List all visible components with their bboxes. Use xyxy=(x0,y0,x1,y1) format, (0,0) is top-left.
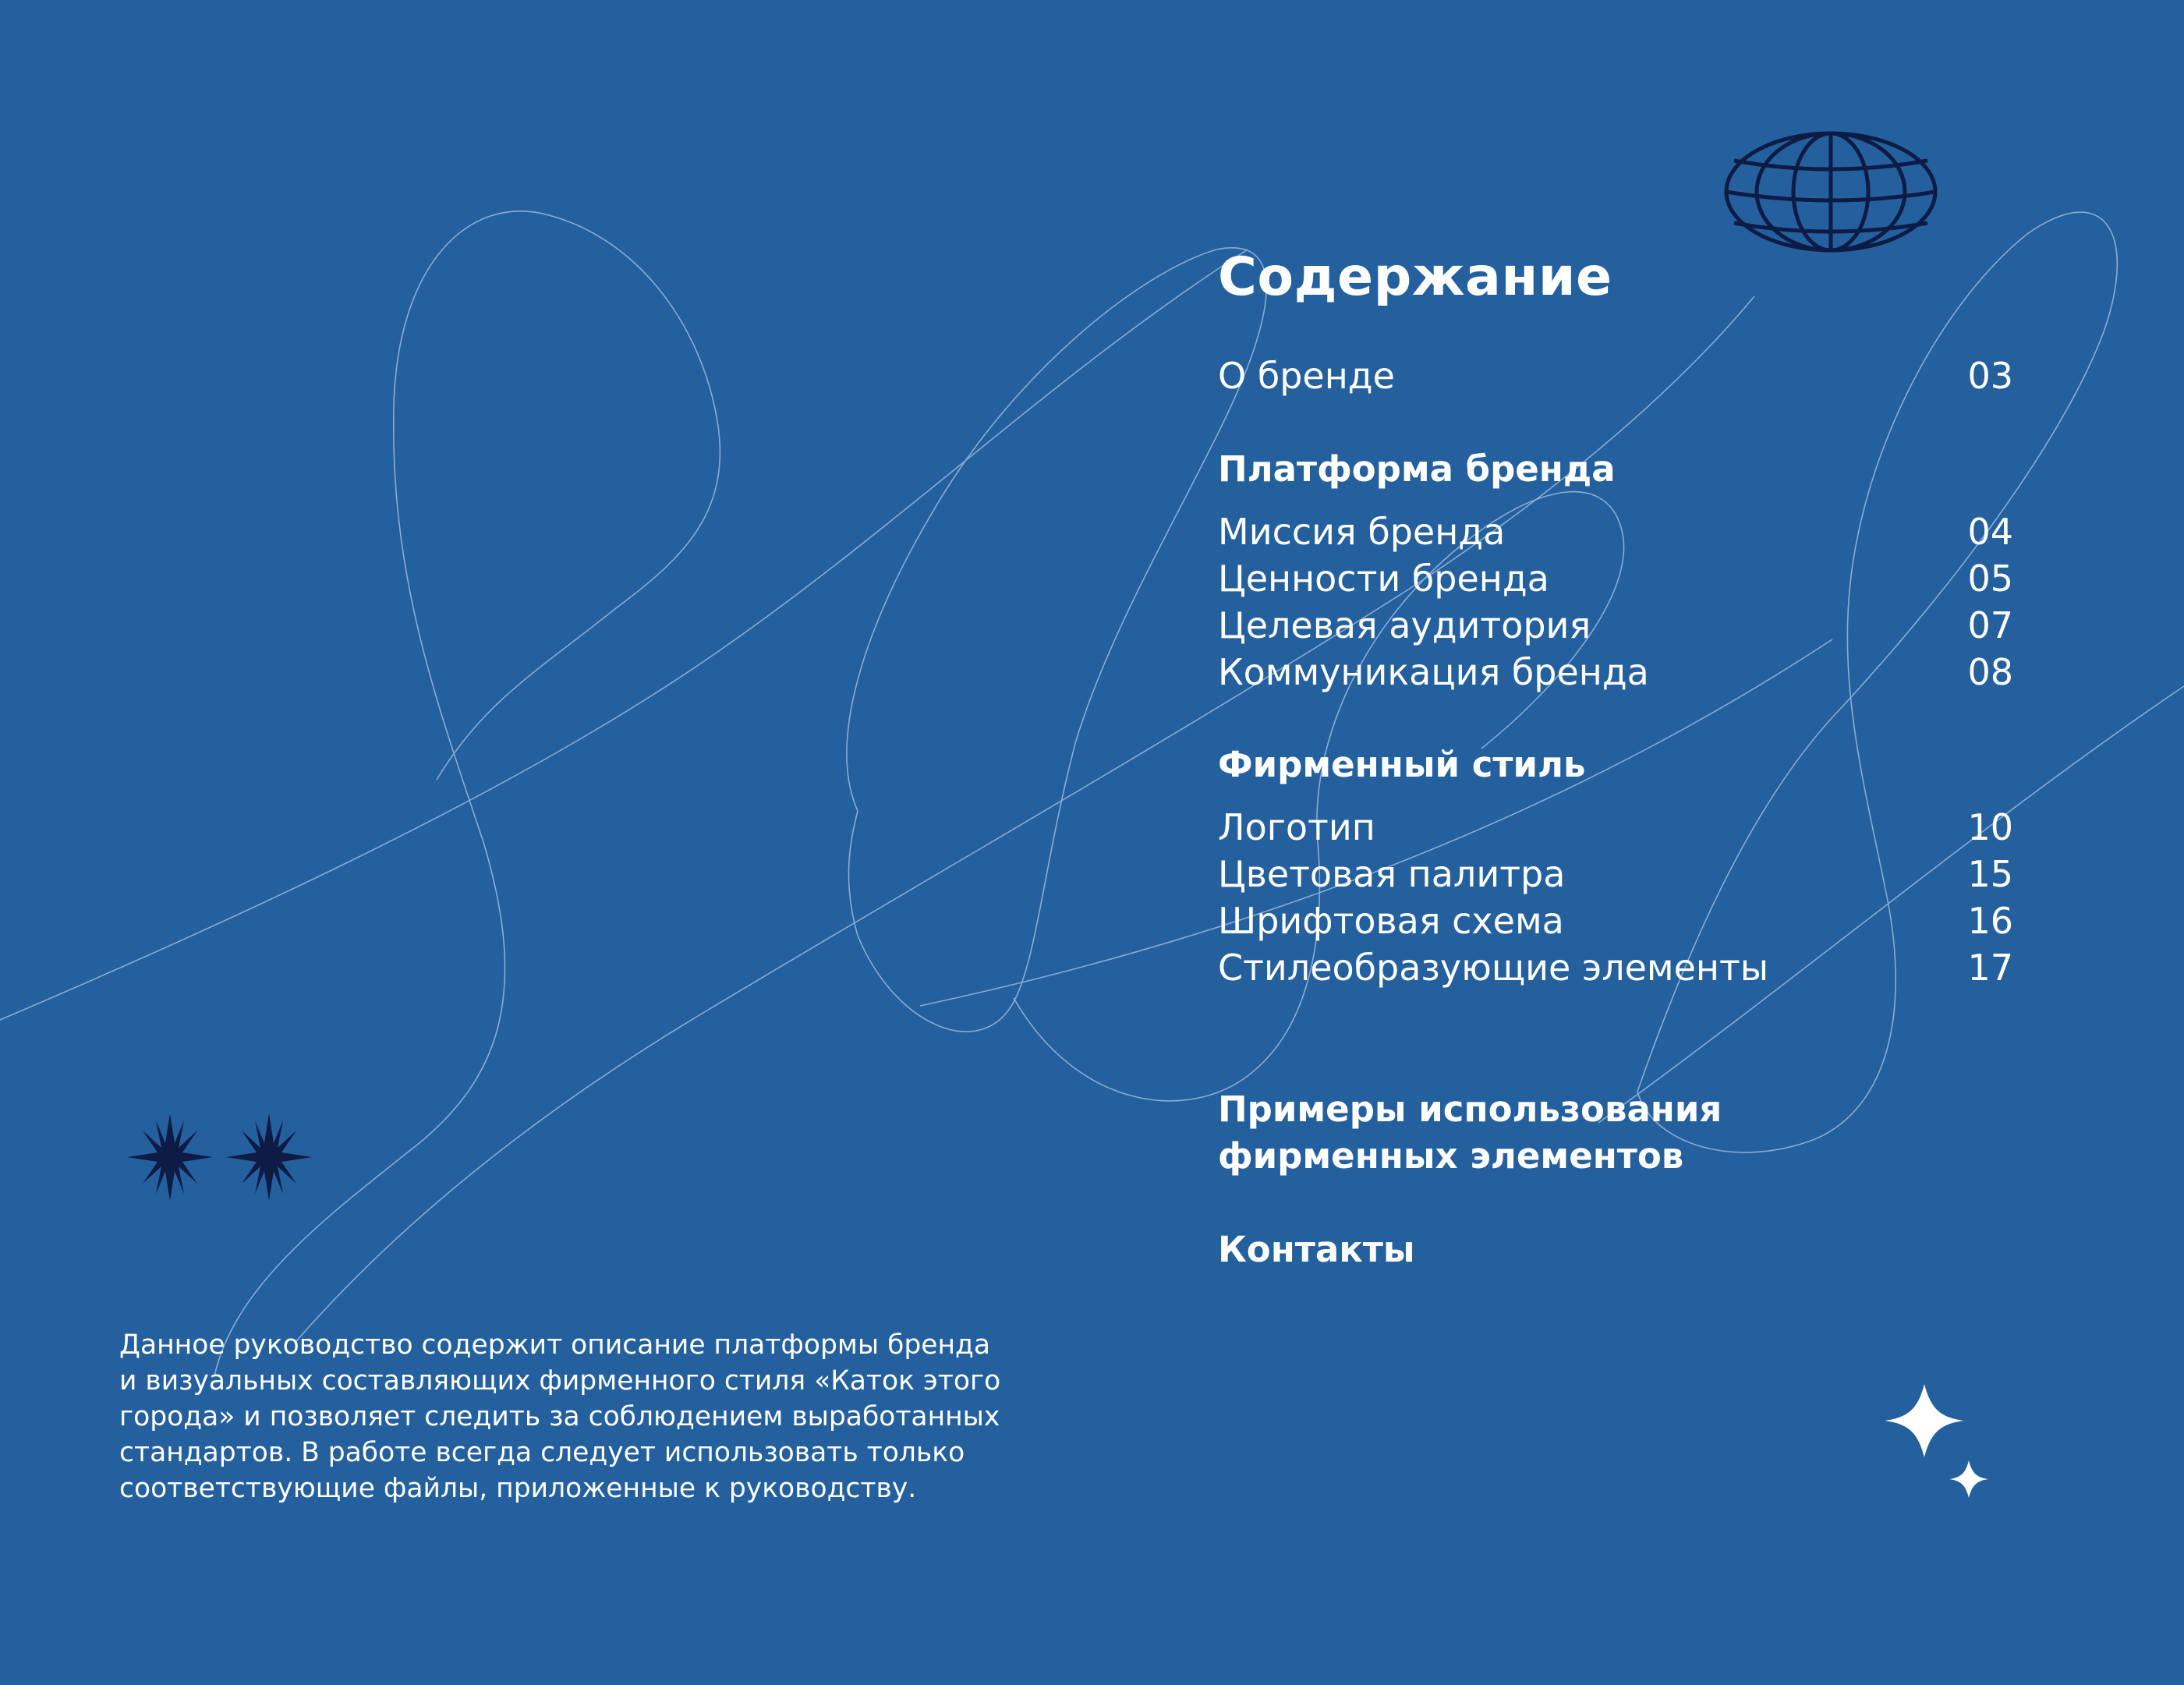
sparkle-icon xyxy=(1949,1460,1988,1498)
page-title: Содержание xyxy=(1218,246,1612,308)
toc-section-contacts[interactable]: Контакты xyxy=(1218,1229,1415,1270)
toc-item-page: 07 xyxy=(1967,604,2013,646)
toc-item-label: Цветовая палитра xyxy=(1218,853,1566,895)
toc-section-platform[interactable]: Платформа бренда xyxy=(1218,448,1616,490)
toc-item-style-elements[interactable] xyxy=(1218,944,2013,991)
intro-line: Данное руководство содержит описание платформы бренда xyxy=(119,1329,991,1361)
toc-item-logo[interactable] xyxy=(1218,804,2013,851)
toc-item-label: Стилеобразующие элементы xyxy=(1218,947,1769,989)
toc-item-palette[interactable] xyxy=(1218,851,2013,897)
decorative-loop-left xyxy=(214,211,720,1376)
toc-item-page: 15 xyxy=(1967,853,2013,895)
decorative-line xyxy=(0,250,1248,1020)
toc-item-page: 08 xyxy=(1967,651,2013,693)
toc-section-examples-line2[interactable]: фирменных элементов xyxy=(1218,1135,1684,1177)
decorative-loop-center xyxy=(847,248,1266,1032)
toc-item-page: 16 xyxy=(1967,900,2013,942)
toc-item-values[interactable] xyxy=(1218,555,2013,602)
toc-item-label: Коммуникация бренда xyxy=(1218,651,1649,693)
star-burst-icon xyxy=(127,1113,213,1201)
toc-item-typography[interactable] xyxy=(1218,897,2013,944)
toc-section-examples[interactable]: Примеры использования xyxy=(1218,1089,1722,1130)
toc-item-label: Ценности бренда xyxy=(1218,558,1549,600)
toc-item-label: Логотип xyxy=(1218,806,1375,848)
toc-item-audience[interactable] xyxy=(1218,602,2013,649)
toc-item-page: 04 xyxy=(1967,511,2013,553)
intro-line: соответствующие файлы, приложенные к руководству. xyxy=(119,1473,917,1504)
intro-paragraph xyxy=(119,1327,1039,1506)
sparkle-icon xyxy=(1885,1384,1964,1457)
intro-line: и визуальных составляющих фирменного стиля «Каток этого xyxy=(119,1365,1001,1396)
toc-item-page: 10 xyxy=(1967,806,2013,848)
intro-line: города» и позволяет следить за соблюдением выработанных xyxy=(119,1401,1000,1432)
toc-item-label: Миссия бренда xyxy=(1218,511,1506,553)
globe-icon xyxy=(1726,133,1935,250)
intro-line: стандартов. В работе всегда следует использовать только xyxy=(119,1437,965,1468)
toc-item-communication[interactable] xyxy=(1218,649,2013,696)
star-burst-icon xyxy=(226,1113,312,1201)
toc-item-page: 03 xyxy=(1967,355,2013,397)
toc-item-label: Целевая аудитория xyxy=(1218,604,1591,646)
toc-item-mission[interactable] xyxy=(1218,508,2013,555)
toc-item-page: 17 xyxy=(1967,947,2013,989)
toc-section-style[interactable]: Фирменный стиль xyxy=(1218,744,1586,785)
toc-item-label: О бренде xyxy=(1218,355,1395,397)
toc-item-about[interactable] xyxy=(1218,352,2013,399)
toc-item-label: Шрифтовая схема xyxy=(1218,900,1564,942)
toc-item-page: 05 xyxy=(1967,558,2013,600)
